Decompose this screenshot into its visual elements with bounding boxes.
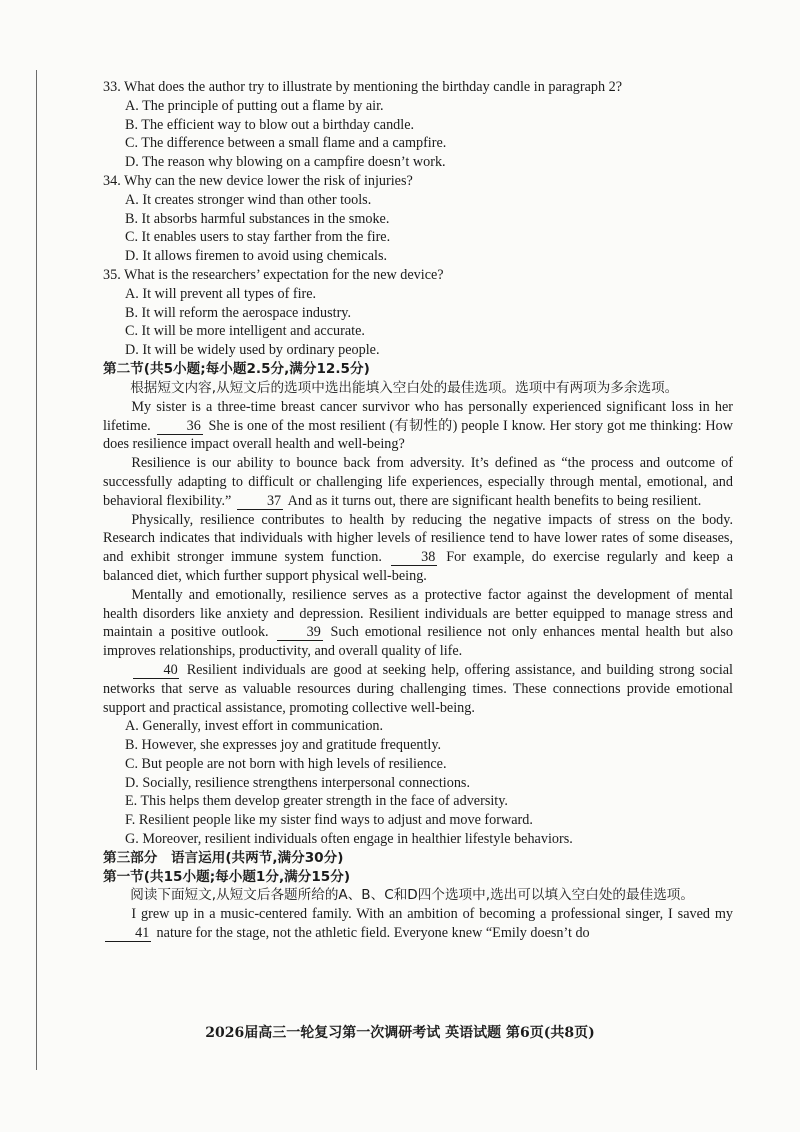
- paragraph-text: For example, do exercise regularly and keep a balanced diet, which further support physical well-being.: [103, 549, 733, 584]
- cloze-passage: [103, 905, 733, 943]
- paragraph-text: She is one of the most resilient (有韧性的) people I know. Her story got me thinking: How does resilience impact overall health and well-being?: [103, 417, 734, 453]
- section-2-instruction: 根据短文内容,从短文后的选项中选出能填入空白处的最佳选项。选项中有两项为多余选项。: [130, 379, 679, 396]
- page-footer: 2026届高三一轮复习第一次调研考试 英语试题 第6页(共8页): [205, 1025, 595, 1041]
- binding-margin-line: [36, 70, 37, 1070]
- question-34: [103, 172, 733, 266]
- choice-g: G. Moreover, resilient individuals often engage in healthier lifestyle behaviors.: [125, 831, 573, 848]
- passage-paragraph-4: [103, 586, 733, 661]
- option-d: D. It will be widely used by ordinary people.: [125, 342, 380, 359]
- choice-e: E. This helps them develop greater strength in the face of adversity.: [125, 793, 508, 810]
- question-stem: 34. Why can the new device lower the risk of injuries?: [103, 172, 413, 189]
- question-stem: 35. What is the researchers’ expectation for the new device?: [103, 266, 444, 283]
- blank-41: 41: [105, 926, 151, 942]
- section-2-options: [103, 717, 733, 849]
- choice-f: F. Resilient people like my sister find ways to adjust and move forward.: [125, 812, 533, 829]
- option-b: B. The efficient way to blow out a birthday candle.: [125, 116, 415, 133]
- option-a: A. It will prevent all types of fire.: [125, 285, 317, 302]
- paragraph-text: And as it turns out, there are significant health benefits to being resilient.: [287, 492, 702, 509]
- paragraph-text: Such emotional resilience not only enhances mental health but also improves relationships, productivity, and overall quality of life.: [103, 624, 734, 660]
- option-a: A. It creates stronger wind than other tools.: [125, 191, 372, 208]
- paragraph-text: Resilient individuals are good at seeking help, offering assistance, and building strong social networks that serve as valuable resources during challenging times. These connections provide emotional support and practical assistance, promoting collective well-being.: [103, 661, 733, 716]
- blank-38: 38: [391, 550, 437, 566]
- part-3-heading: 第三部分 语言运用(共两节,满分30分): [103, 849, 344, 866]
- passage-paragraph-3: [103, 511, 733, 586]
- option-a: A. The principle of putting out a flame by air.: [125, 97, 384, 114]
- paragraph-text: My sister is a three-time breast cancer survivor who has personally experienced significant loss in her lifetime.: [103, 398, 733, 434]
- paragraph-text: Resilience is our ability to bounce back from adversity. It’s defined as “the process and outcome of successfully adapting to difficult or challenging life experiences, especially through mental, emotional, and behavioral flexibility.”: [103, 455, 733, 509]
- passage-paragraph-5: [103, 661, 733, 717]
- blank-36: 36: [157, 419, 203, 435]
- passage-paragraph-2: [103, 454, 733, 510]
- part-3-instruction: 阅读下面短文,从短文后各题所给的A、B、C和D四个选项中,选出可以填入空白处的最佳选项。: [130, 887, 694, 904]
- blank-37: 37: [237, 494, 283, 510]
- question-stem: 33. What does the author try to illustrate by mentioning the birthday candle in paragraph 2?: [103, 79, 623, 95]
- paragraph-text: nature for the stage, not the athletic field. Everyone knew “Emily doesn’t do: [156, 925, 590, 942]
- option-d: D. The reason why blowing on a campfire doesn’t work.: [125, 154, 446, 171]
- option-c: C. It enables users to stay farther from the fire.: [125, 229, 391, 246]
- option-d: D. It allows firemen to avoid using chemicals.: [125, 248, 388, 265]
- option-c: C. The difference between a small flame and a campfire.: [125, 135, 447, 152]
- choice-a: A. Generally, invest effort in communication.: [125, 718, 384, 735]
- paragraph-text: I grew up in a music-centered family. With an ambition of becoming a professional singer, I saved my: [131, 906, 733, 923]
- option-b: B. It absorbs harmful substances in the smoke.: [125, 210, 390, 227]
- choice-c: C. But people are not born with high levels of resilience.: [125, 755, 447, 772]
- paragraph-text: Physically, resilience contributes to health by reducing the negative impacts of stress on the body. Research indicates that individuals with higher levels of resilience tend to have lower rates of some diseases, and exhibit stronger immune system function.: [103, 511, 733, 566]
- question-35: [103, 266, 733, 360]
- section-2-heading: 第二节(共5小题;每小题2.5分,满分12.5分): [103, 360, 370, 377]
- choice-b: B. However, she expresses joy and gratitude frequently.: [125, 737, 442, 754]
- exam-page-content: [103, 78, 733, 943]
- choice-d: D. Socially, resilience strengthens interpersonal connections.: [125, 774, 470, 791]
- option-c: C. It will be more intelligent and accurate.: [125, 323, 365, 340]
- blank-40: 40: [133, 663, 179, 679]
- option-b: B. It will reform the aerospace industry.: [125, 304, 352, 321]
- question-33: [103, 78, 733, 172]
- paragraph-text: Mentally and emotionally, resilience serves as a protective factor against the development of mental health disorders like anxiety and depression. Resilient individuals are better equipped to manage stress and maintain a positive outlook.: [103, 586, 733, 641]
- blank-39: 39: [277, 625, 323, 641]
- part-3-section-1-heading: 第一节(共15小题;每小题1分,满分15分): [103, 868, 351, 885]
- passage-paragraph-1: [103, 398, 733, 454]
